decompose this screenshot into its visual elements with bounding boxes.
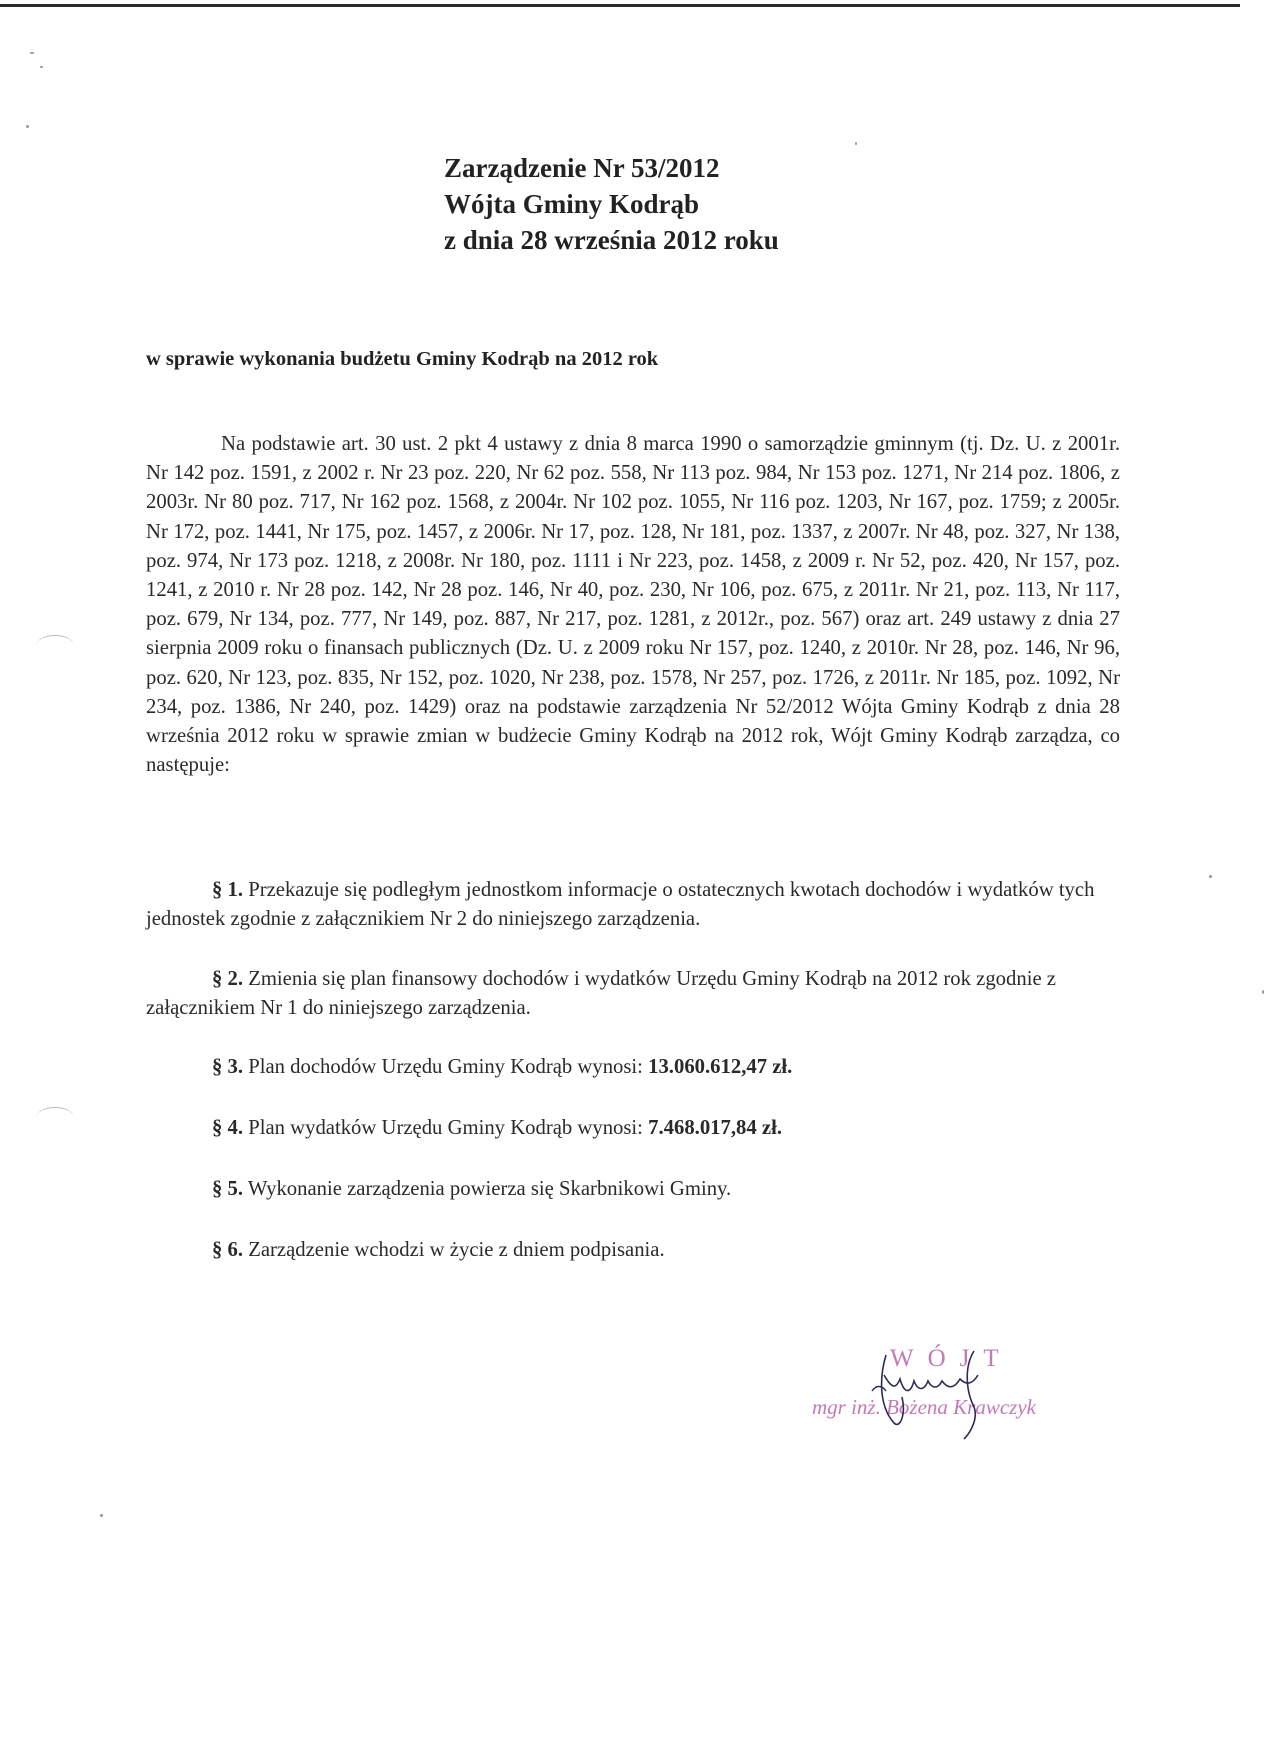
- expense-amount: 7.468.017,84 zł.: [648, 1117, 782, 1139]
- scan-speck: [30, 52, 34, 54]
- section-4: [212, 1114, 1186, 1143]
- stamp-name: mgr inż. Bożena Krawczyk: [812, 1395, 1036, 1419]
- section-text: Zarządzenie wchodzi w życie z dniem podpisania.: [243, 1239, 665, 1261]
- section-6: [212, 1236, 1186, 1265]
- section-5: [212, 1175, 1186, 1204]
- section-text: Wykonanie zarządzenia powierza się Skarbnikowi Gminy.: [243, 1178, 732, 1200]
- scan-speck: [855, 142, 857, 145]
- section-number: § 5.: [212, 1178, 244, 1200]
- section-text: Plan wydatków Urzędu Gminy Kodrąb wynosi:: [243, 1117, 649, 1139]
- document-subject: w sprawie wykonania budżetu Gminy Kodrąb na 2012 rok: [146, 348, 659, 370]
- preamble-paragraph: Na podstawie art. 30 ust. 2 pkt 4 ustawy z dnia 8 marca 1990 o samorządzie gminnym (tj. Dz. U. z 2001r. Nr 142 poz. 1591, z 2002 r. Nr 23 poz. 220, Nr 62 poz. 558, Nr 113 poz. 984, Nr 153 poz. 1271, Nr 214 poz. 1806, z 2003r. Nr 80 poz. 717, Nr 162 poz. 1568, z 2004r. Nr 102 poz. 1055, Nr 116 poz. 1203, Nr 167, poz. 1759; z 2005r. Nr 172, poz. 1441, Nr 175, poz. 1457, z 2006r. Nr 17, poz. 128, Nr 181, poz. 1337, z 2007r. Nr 48, poz. 327, Nr 138, poz. 974, Nr 173 poz. 1218, z 2008r. Nr 180, poz. 1111 i Nr 223, poz. 1458, z 2009 r. Nr 52, poz. 420, Nr 157, poz. 1241, z 2010 r. Nr 28 poz. 142, Nr 28 poz. 146, Nr 40, poz. 230, Nr 106, poz. 675, z 2011r. Nr 21, poz. 113, Nr 117, poz. 679, Nr 134, poz. 777, Nr 149, poz. 887, Nr 217, poz. 1281, z 2012r., poz. 567) oraz art. 249 ustawy z dnia 27 sierpnia 2009 roku o finansach publicznych (Dz. U. z 2009 roku Nr 157, poz. 1240, z 2010r. Nr 28, poz. 146, Nr 96, poz. 620, Nr 123, poz. 835, Nr 152, poz. 1020, Nr 238, poz. 1578, Nr 257, poz. 1726, z 2011r. Nr 185, poz. 1092, Nr 234, poz. 1386, Nr 240, poz. 1429) oraz na podstawie zarządzenia Nr 52/2012 Wójta Gminy Kodrąb z dnia 28 września 2012 roku w sprawie zmian w budżecie Gminy Kodrąb na 2012 rok, Wójt Gminy Kodrąb zarządza, co następuje:: [146, 433, 1120, 777]
- document-title: [444, 150, 779, 258]
- punch-hole-mark: [36, 1107, 74, 1128]
- scan-speck: [26, 125, 29, 128]
- section-number: § 2.: [212, 968, 244, 990]
- section-number: § 6.: [212, 1239, 244, 1261]
- scan-speck: [1209, 875, 1212, 878]
- section-number: § 4.: [212, 1117, 244, 1139]
- title-line: Zarządzenie Nr 53/2012: [444, 153, 720, 183]
- scan-speck: [1262, 990, 1264, 994]
- title-line: Wójta Gminy Kodrąb: [444, 189, 700, 219]
- section-2: [146, 965, 1120, 1023]
- section-text: Plan dochodów Urzędu Gminy Kodrąb wynosi:: [243, 1056, 649, 1078]
- top-border-line: [0, 4, 1240, 7]
- section-number: § 3.: [212, 1056, 244, 1078]
- stamp-title: WÓJT: [890, 1345, 1013, 1372]
- section-number: § 1.: [212, 879, 244, 901]
- section-3: [212, 1053, 1186, 1082]
- section-text: Przekazuje się podległym jednostkom informacje o ostatecznych kwotach dochodów i wydatków tych jednostek zgodnie z załącznikiem Nr 2 do niniejszego zarządzenia.: [146, 879, 1095, 931]
- scan-speck: [100, 1514, 103, 1517]
- scan-speck: [40, 66, 43, 68]
- section-text: Zmienia się plan finansowy dochodów i wydatków Urzędu Gminy Kodrąb na 2012 rok zgodnie z załącznikiem Nr 1 do niniejszego zarządzenia.: [146, 968, 1056, 1020]
- section-1: [146, 876, 1120, 934]
- punch-hole-mark: [36, 635, 74, 656]
- handwritten-signature: [866, 1345, 1026, 1445]
- income-amount: 13.060.612,47 zł.: [648, 1056, 793, 1078]
- title-line: z dnia 28 września 2012 roku: [444, 225, 779, 255]
